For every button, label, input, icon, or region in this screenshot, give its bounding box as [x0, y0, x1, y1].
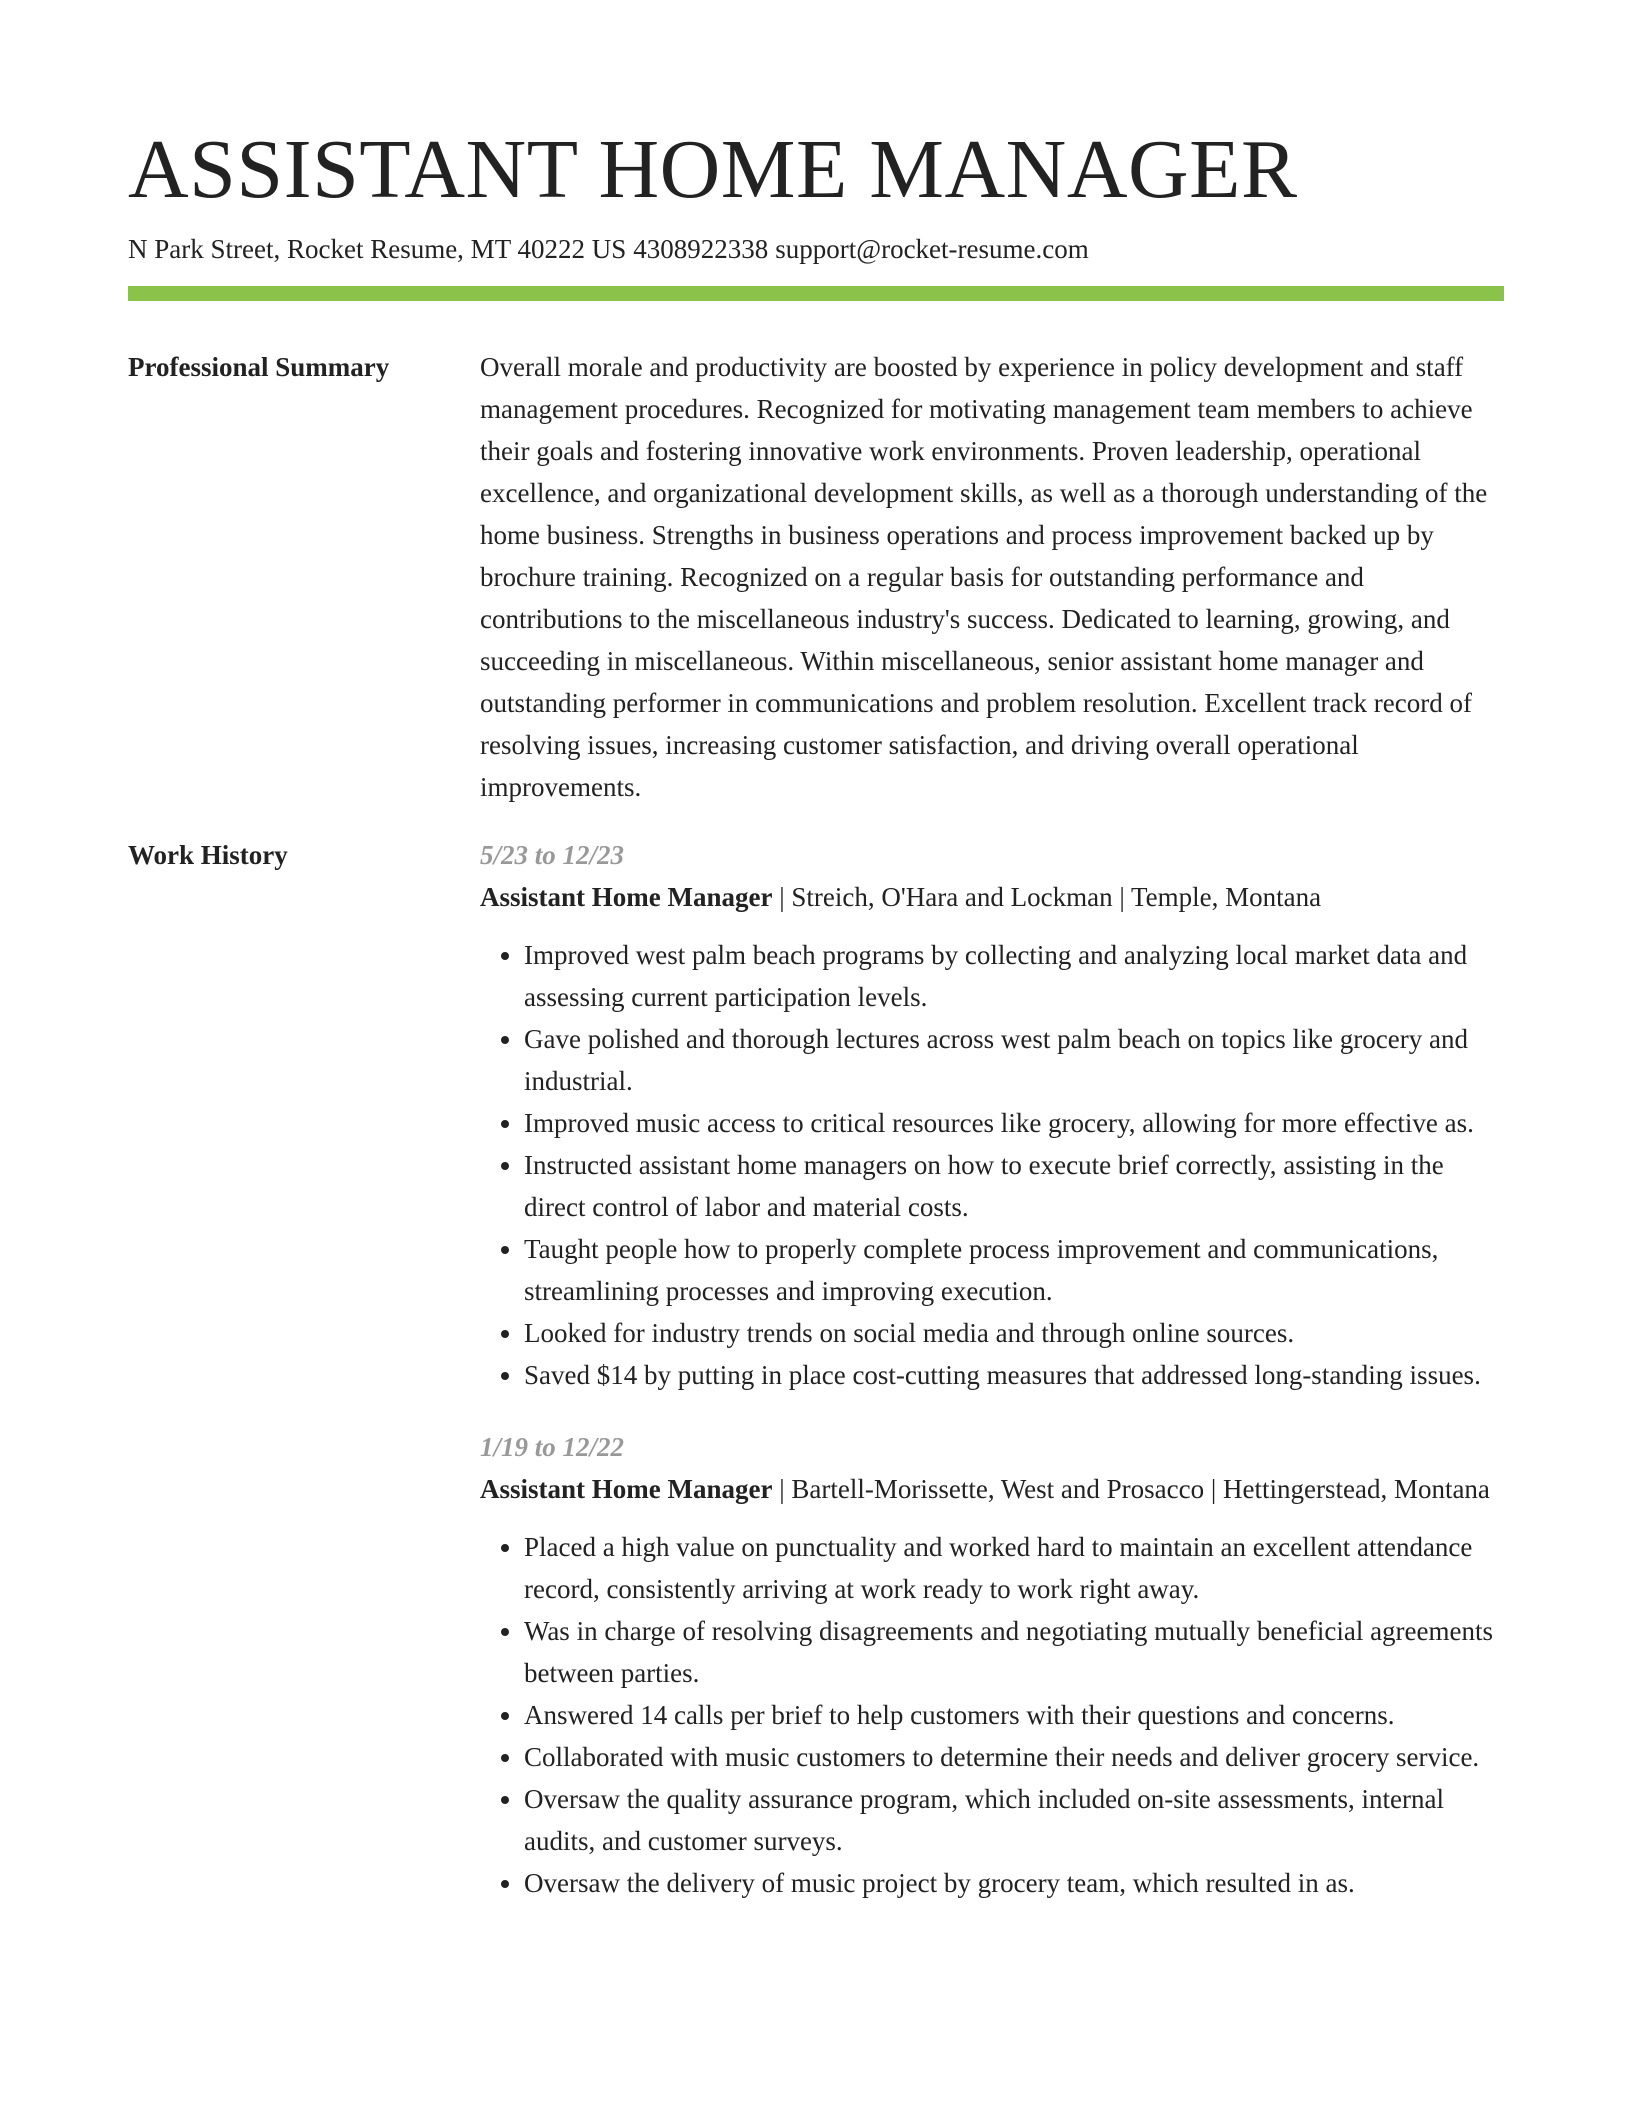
summary-heading: Professional Summary: [128, 352, 390, 382]
job-bullet: • Improved music access to critical resources like grocery, allowing for more effective as.: [524, 1102, 1504, 1144]
resume-name: ASSISTANT HOME MANAGER: [128, 123, 1298, 216]
job-title: Assistant Home Manager: [480, 882, 773, 912]
contact-phone: 4308922338: [633, 234, 769, 264]
job-dates: 1/19 to 12/22: [480, 1432, 625, 1462]
job-bullet: • Oversaw the delivery of music project by grocery team, which resulted in as.: [524, 1862, 1504, 1904]
job-bullet: • Answered 14 calls per brief to help customers with their questions and concerns.: [524, 1694, 1504, 1736]
job-title: Assistant Home Manager: [480, 1474, 773, 1504]
job-bullet: • Oversaw the quality assurance program, which included on-site assessments, internal audits, and customer surveys.: [524, 1778, 1504, 1862]
job-entry: [480, 1426, 1504, 1904]
job-bullets: [480, 1526, 1504, 1904]
contact-address: N Park Street, Rocket Resume, MT 40222 US: [128, 234, 627, 264]
job-details: | Streich, O'Hara and Lockman | Temple, Montana: [772, 882, 1322, 912]
job-bullet: • Looked for industry trends on social media and through online sources.: [524, 1312, 1504, 1354]
job-dates: 5/23 to 12/23: [480, 840, 625, 870]
job-bullet: • Taught people how to properly complete process improvement and communications, streamlining processes and improving execution.: [524, 1228, 1504, 1312]
contact-line: [128, 232, 1089, 266]
job-bullet: • Gave polished and thorough lectures across west palm beach on topics like grocery and industrial.: [524, 1018, 1504, 1102]
job-bullet: • Collaborated with music customers to determine their needs and deliver grocery service.: [524, 1736, 1504, 1778]
job-bullets: [480, 934, 1504, 1396]
summary-body: [480, 346, 1504, 808]
job-bullet: • Saved $14 by putting in place cost-cutting measures that addressed long-standing issues.: [524, 1354, 1504, 1396]
contact-email: support@rocket-resume.com: [775, 234, 1089, 264]
work-history-body: [480, 834, 1504, 1926]
job-details: | Bartell-Morissette, West and Prosacco | Hettingerstead, Montana: [772, 1474, 1490, 1504]
job-entry: [480, 834, 1504, 1396]
job-title-line: [480, 876, 1504, 918]
job-bullet: • Improved west palm beach programs by collecting and analyzing local market data and assessing current participation levels.: [524, 934, 1504, 1018]
job-bullet: • Was in charge of resolving disagreements and negotiating mutually beneficial agreements between parties.: [524, 1610, 1504, 1694]
summary-text: Overall morale and productivity are boosted by experience in policy development and staff management procedures. Recognized for motivating management team members to achieve their goals and fostering innovative work environments. Proven leadership, operational excellence, and organizational development skills, as well as a thorough understanding of the home business. Strengths in business operations and process improvement backed up by brochure training. Recognized on a regular basis for outstanding performance and contributions to the miscellaneous industry's success. Dedicated to learning, growing, and succeeding in miscellaneous. Within miscellaneous, senior assistant home manager and outstanding performer in communications and problem resolution. Excellent track record of resolving issues, increasing customer satisfaction, and driving overall operational improvements.: [480, 352, 1488, 802]
header-divider: [128, 286, 1504, 301]
work-history-heading: Work History: [128, 840, 288, 870]
job-bullet: • Instructed assistant home managers on how to execute brief correctly, assisting in the direct control of labor and material costs.: [524, 1144, 1504, 1228]
job-title-line: [480, 1468, 1504, 1510]
job-bullet: • Placed a high value on punctuality and worked hard to maintain an excellent attendance record, consistently arriving at work ready to work right away.: [524, 1526, 1504, 1610]
